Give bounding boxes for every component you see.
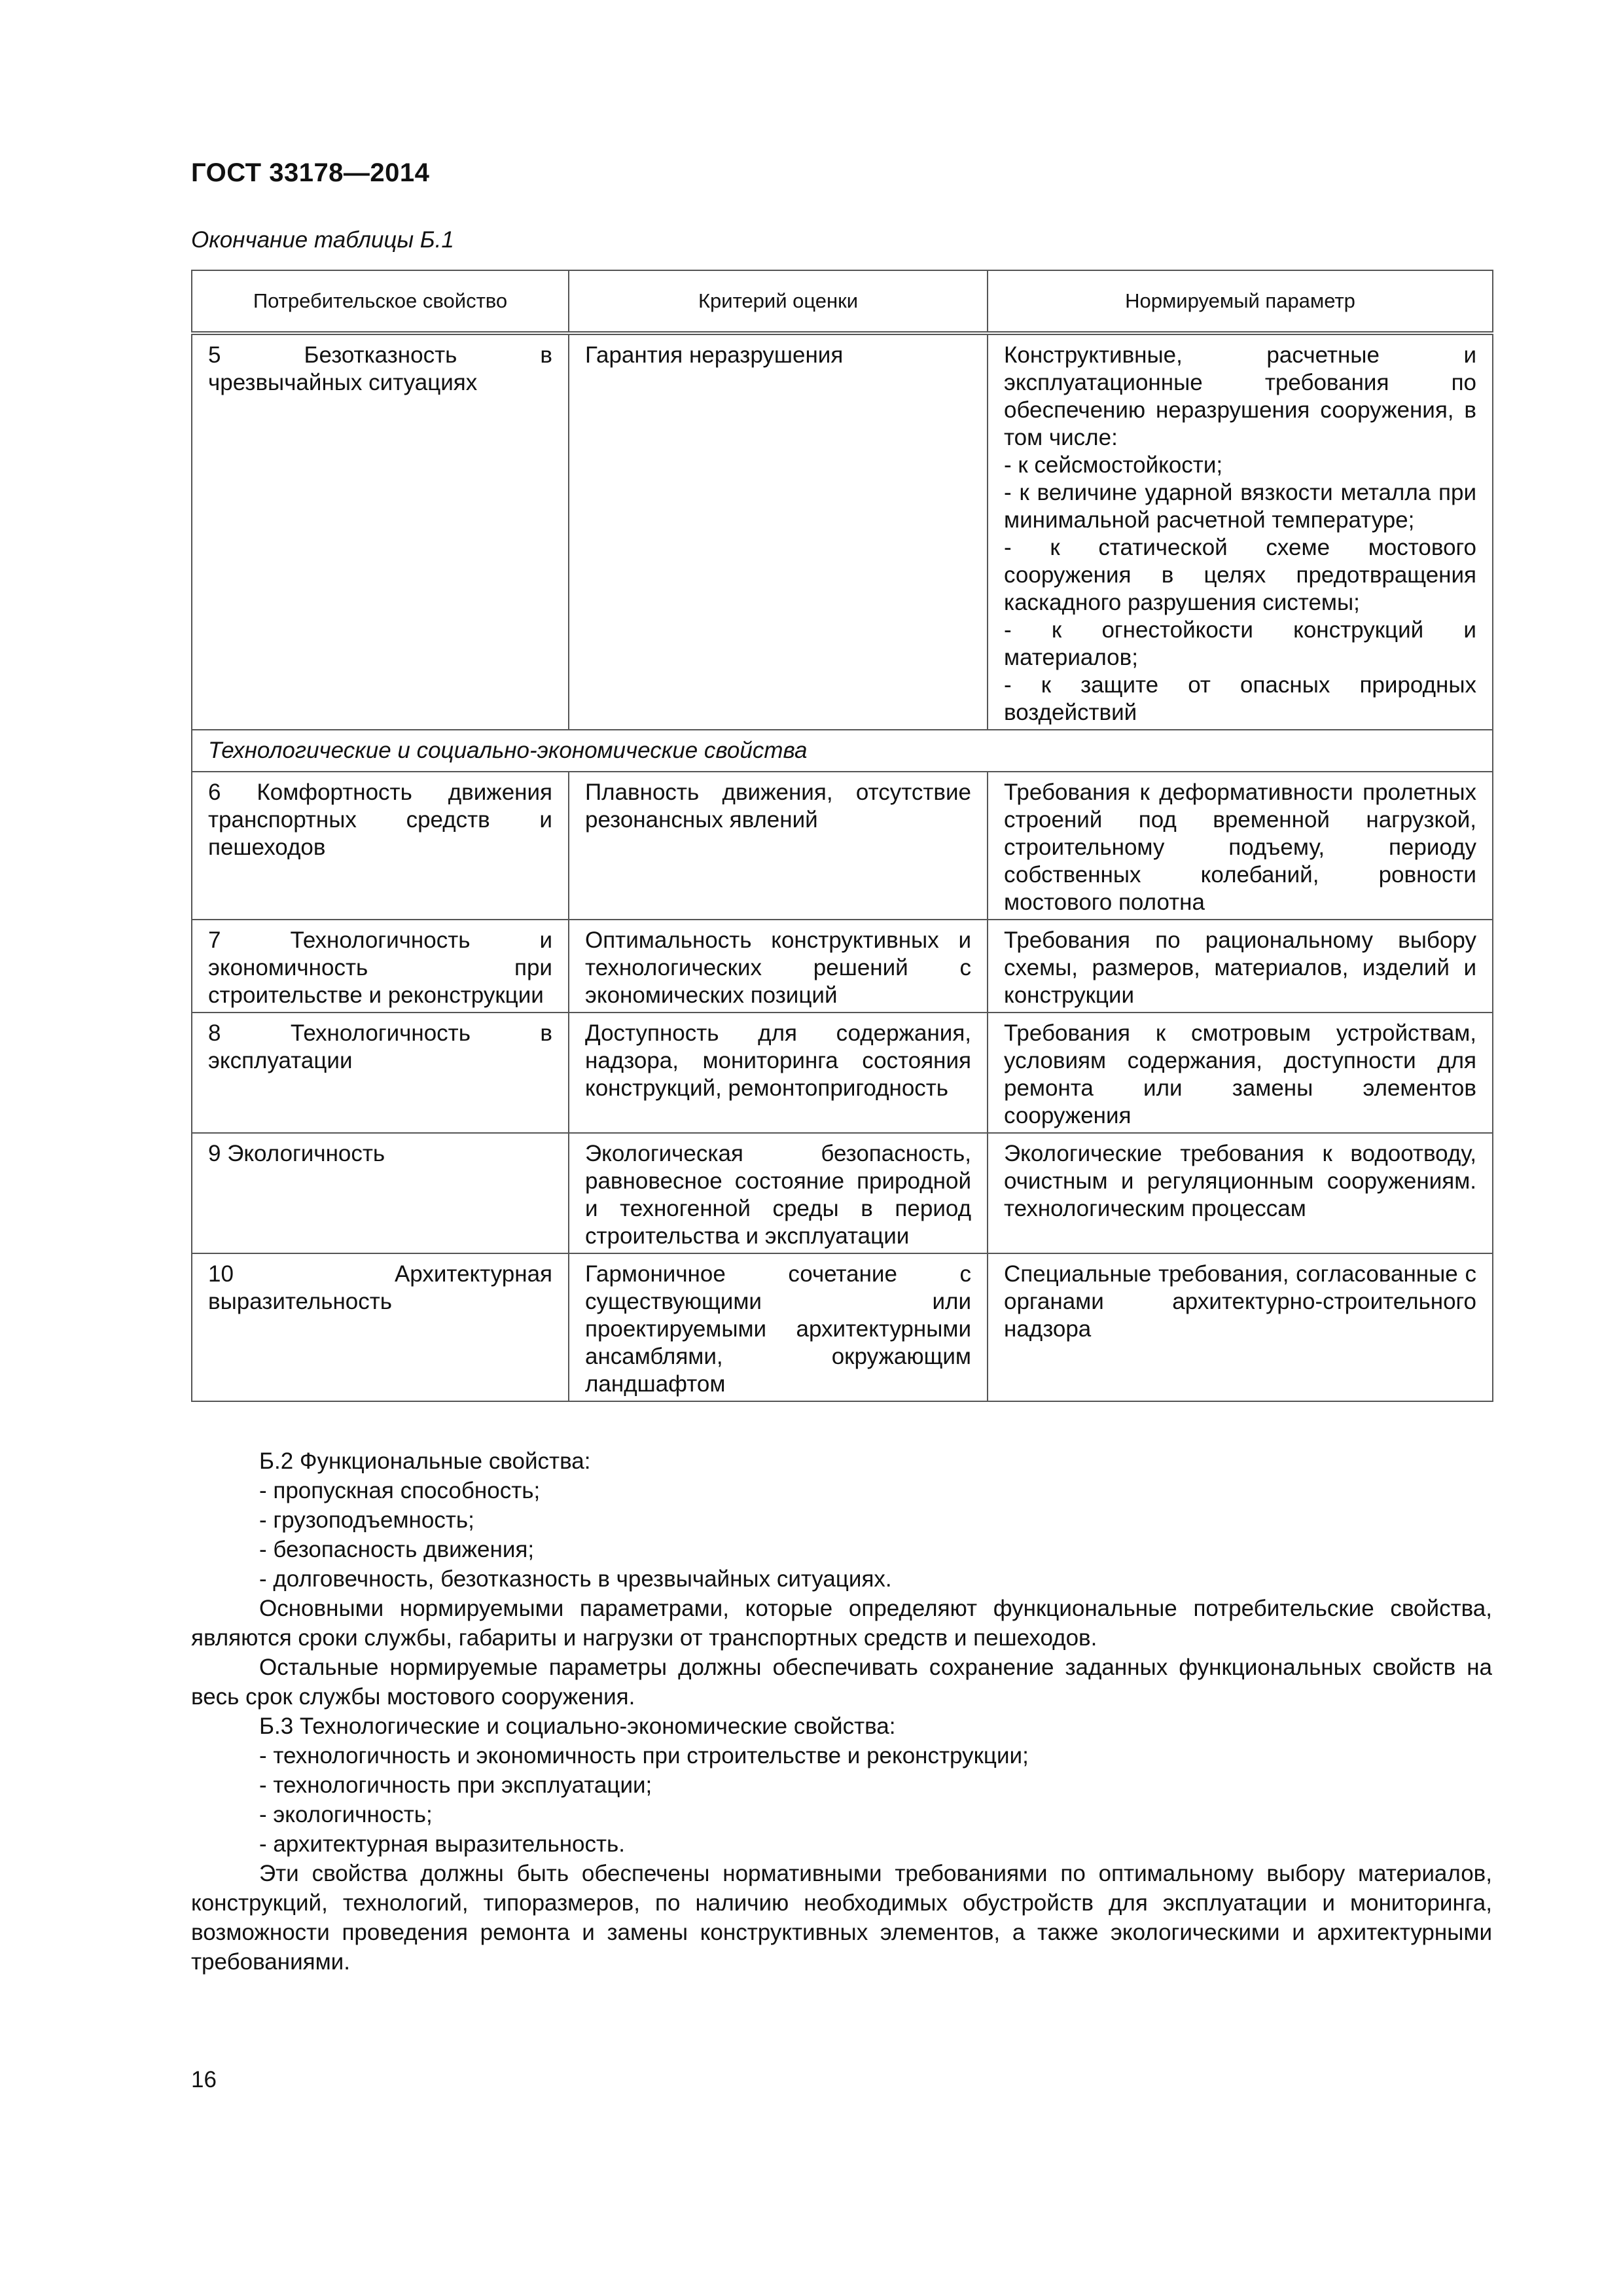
list-item: - безопасность движения; xyxy=(259,1537,535,1562)
cell-parameter xyxy=(988,1133,1493,1253)
table-header-row xyxy=(192,270,1493,333)
cell-parameter xyxy=(988,1253,1493,1401)
cell-property: 9 Экологичность xyxy=(192,1133,569,1253)
column-header-property: Потребительское свойство xyxy=(192,270,569,333)
parameter-line: Конструктивные, расчетные и эксплуатационные требования по обеспечению неразрушения сооружения, в том числе: xyxy=(1004,342,1476,450)
list-item: - долговечность, безотказность в чрезвычайных ситуациях. xyxy=(259,1566,892,1592)
cell-criterion: Экологическая безопасность, равновесное состояние природной и техногенной среды в период строительства и эксплуатации xyxy=(569,1133,988,1253)
cell-property: 6 Комфортность движения транспортных средств и пешеходов xyxy=(192,772,569,920)
cell-property: 5 Безотказность в чрезвычайных ситуациях xyxy=(192,333,569,730)
body-text xyxy=(191,1446,1492,1977)
cell-property: 7 Технологичность и экономичность при строительстве и реконструкции xyxy=(192,920,569,1013)
parameter-line: - к величине ударной вязкости металла при минимальной расчетной температуре; xyxy=(1004,480,1476,533)
table-row xyxy=(192,333,1493,730)
list-item: - архитектурная выразительность. xyxy=(259,1831,626,1857)
table-body xyxy=(192,333,1493,1401)
list-item: - грузоподъемность; xyxy=(259,1507,474,1533)
column-header-parameter: Нормируемый параметр xyxy=(988,270,1493,333)
table-caption: Окончание таблицы Б.1 xyxy=(191,227,454,253)
paragraph: Эти свойства должны быть обеспечены нормативными требованиями по оптимальному выбору материалов, конструкций, технологий, типоразмеров, по наличию необходимых обустройств для эксплуатации и мониторинга, возможности проведения ремонта и замены конструктивных элементов, а также экологическими и архитектурными требованиями. xyxy=(191,1861,1492,1975)
table-section-row xyxy=(192,730,1493,772)
cell-property: 10 Архитектурная выразительность xyxy=(192,1253,569,1401)
parameter-line: - к сейсмостойкости; xyxy=(1004,452,1223,478)
table-row xyxy=(192,1133,1493,1253)
cell-parameter xyxy=(988,772,1493,920)
cell-parameter xyxy=(988,333,1493,730)
list-item: - технологичность при эксплуатации; xyxy=(259,1772,652,1798)
table-row xyxy=(192,920,1493,1013)
cell-criterion: Доступность для содержания, надзора, мониторинга состояния конструкций, ремонтопригодность xyxy=(569,1013,988,1133)
section-title: Технологические и социально-экономические свойства xyxy=(192,730,1493,772)
requirements-table xyxy=(191,270,1493,1402)
paragraph: Основными нормируемыми параметрами, которые определяют функциональные потребительские свойства, являются сроки службы, габариты и нагрузки от транспортных средств и пешеходов. xyxy=(191,1596,1492,1651)
page-number: 16 xyxy=(191,2067,217,2092)
document-header: ГОСТ 33178—2014 xyxy=(191,158,430,187)
cell-criterion: Гарантия неразрушения xyxy=(569,333,988,730)
paragraph: Остальные нормируемые параметры должны обеспечивать сохранение заданных функциональных свойств на весь срок службы мостового сооружения. xyxy=(191,1655,1492,1710)
paragraph: Б.2 Функциональные свойства: xyxy=(259,1448,591,1474)
parameter-line: - к огнестойкости конструкций и материалов; xyxy=(1004,617,1476,670)
table-row xyxy=(192,772,1493,920)
cell-parameter xyxy=(988,1013,1493,1133)
cell-parameter xyxy=(988,920,1493,1013)
parameter-line: Требования к смотровым устройствам, условиям содержания, доступности для ремонта или замены элементов сооружения xyxy=(1004,1020,1476,1128)
list-item: - экологичность; xyxy=(259,1802,433,1827)
parameter-line: Требования к деформативности пролетных строений под временной нагрузкой, строительному подъему, периоду собственных колебаний, ровности мостового полотна xyxy=(1004,780,1476,915)
parameter-line: Экологические требования к водоотводу, очистным и регуляционным сооружениям. технологическим процессам xyxy=(1004,1141,1476,1221)
column-header-criterion: Критерий оценки xyxy=(569,270,988,333)
table-row xyxy=(192,1013,1493,1133)
parameter-line: - к статической схеме мостового сооружения в целях предотвращения каскадного разрушения системы; xyxy=(1004,535,1476,615)
parameter-line: - к защите от опасных природных воздействий xyxy=(1004,672,1476,725)
paragraph: Б.3 Технологические и социально-экономические свойства: xyxy=(259,1713,896,1739)
list-item: - технологичность и экономичность при строительстве и реконструкции; xyxy=(259,1743,1029,1768)
parameter-line: Требования по рациональному выбору схемы, размеров, материалов, изделий и конструкции xyxy=(1004,927,1476,1008)
cell-criterion: Плавность движения, отсутствие резонансных явлений xyxy=(569,772,988,920)
cell-criterion: Гармоничное сочетание с существующими или проектируемыми архитектурными ансамблями, окружающим ландшафтом xyxy=(569,1253,988,1401)
table-row xyxy=(192,1253,1493,1401)
list-item: - пропускная способность; xyxy=(259,1478,541,1503)
parameter-line: Специальные требования, согласованные с органами архитектурно-строительного надзора xyxy=(1004,1261,1476,1342)
cell-criterion: Оптимальность конструктивных и технологических решений с экономических позиций xyxy=(569,920,988,1013)
cell-property: 8 Технологичность в эксплуатации xyxy=(192,1013,569,1133)
